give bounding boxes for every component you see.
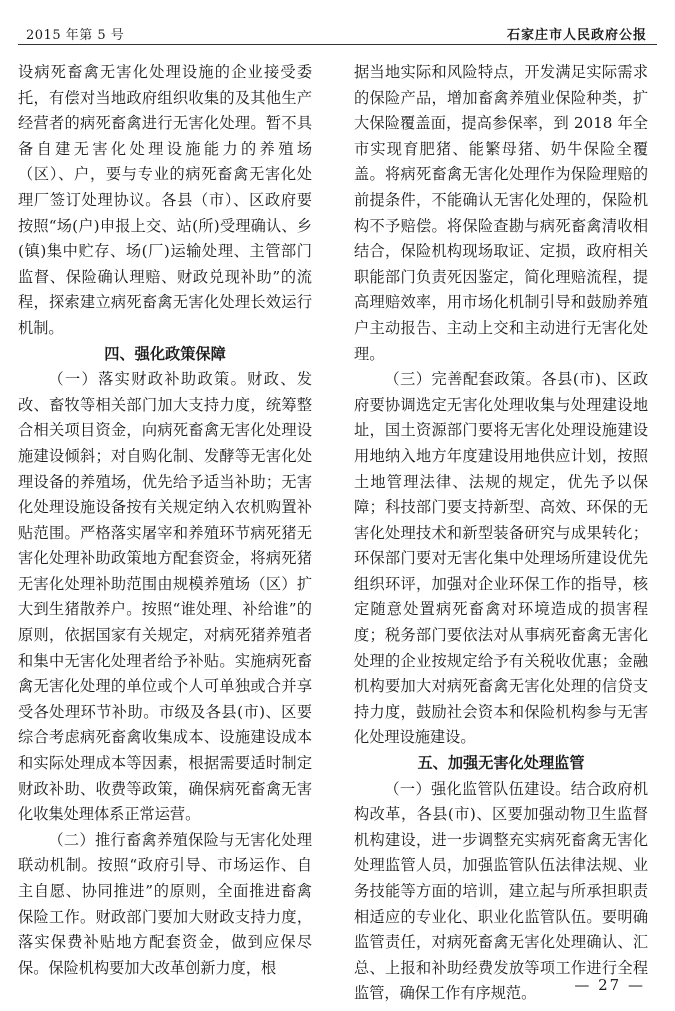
publication-title: 石家庄市人民政府公报 xyxy=(506,28,647,43)
subsection-title: （三）完善配套政策。 xyxy=(384,370,542,389)
paragraph-body: 财政、发改、畜牧等相关部门加大支持力度，统筹整合相关项目资金，向病死畜禽无害化处理设施建设倾斜；对自购化制、发酵等无害化处理设备的养殖场，优先给予适当补助；无害化处理设施设备按有关规定纳入农机购置补贴范围。严格落实屠宰和养殖环节病死猪无害化处理补助政策地方配套资金，将病死猪无害化处理补助范围由规模养殖场（区）扩大到生猪散养户。按照“谁处理、补给谁”的原则，依据国家有关规定，对病死猪养殖者和集中无害化处理者给予补贴。实施病死畜禽无害化处理的单位或个人可单独或合并享受各处理环节补助。市级及各县(市)、区要综合考虑病死畜禽收集成本、设施建设成本和实际处理成本等因素，根据需要适时制定财政补助、收费等政策，确保病死畜禽无害化收集处理体系正常运营。 xyxy=(18,370,313,824)
right-column xyxy=(354,60,648,1007)
section-heading: 四、强化政策保障 xyxy=(104,344,226,363)
paragraph-body: 结合政府机构改革，各县(市)、区要加强动物卫生监督机构建设，进一步调整充实病死畜禽无害化处理监管人员，加强监管队伍法律法规、业务技能等方面的培训，建立起与所承担职责相适应的专业化、职业化监管队伍。要明确监管责任，对病死畜禽无害化处理确认、汇总、上报和补助经费发放等项工作进行全程监管，确保工作有序规范。 xyxy=(354,779,649,1003)
paragraph xyxy=(354,777,648,1007)
section-heading: 五、加强无害化处理监管 xyxy=(417,754,585,773)
subsection-title: （一）强化监管队伍建设。 xyxy=(384,779,571,798)
page-number: — 27 — xyxy=(574,976,645,994)
paragraph: 设病死畜禽无害化处理设施的企业接受委托，有偿对当地政府组织收集的及其他生产经营者的病死畜禽进行无害化处理。暂不具备自建无害化处理设施能力的养殖场（区）、户，要与专业的病死畜禽无害化处理厂签订处理协议。各县（市）、区政府要按照“场(户)申报上交、站(所)受理确认、乡(镇)集中贮存、场(厂)运输处理、主管部门监督、保险确认理赔、财政兑现补助”的流程，探索建立病死畜禽无害化处理长效运行机制。 xyxy=(18,63,312,337)
subsection-title: （二）推行畜禽养殖保险与无害化处理联动机制。 xyxy=(18,830,312,875)
subsection-title: （一）落实财政补助政策。 xyxy=(48,370,248,389)
paragraph: 据当地实际和风险特点，开发满足实际需求的保险产品，增加畜禽养殖业保险种类，扩大保险覆盖面，提高参保率，到 2018 年全市实现育肥猪、能繁母猪、奶牛保险全覆盖。将病死畜禽无害化处理作为保险理赔的前提条件，不能确认无害化处理的，保险机构不予赔偿。将保险查勘与病死畜禽清收相结合，保险机构现场取证、定损，政府相关职能部门负责死因鉴定，简化理赔流程，提高理赔效率，用市场化机制引导和鼓励养殖户主动报告、主动上交和主动进行无害化处理。 xyxy=(354,63,648,363)
paragraph xyxy=(18,367,312,828)
paragraph-body: 各县(市)、区政府要协调选定无害化处理收集与处理建设地址，国土资源部门要将无害化处理设施建设用地纳入地方年度建设用地供应计划，按照土地管理法律、法规的规定，优先予以保障；科技部门要支持新型、高效、环保的无害化处理技术和新型装备研究与成果转化；环保部门要对无害化集中处理场所建设优先组织环评，加强对企业环保工作的指导，核定随意处置病死畜禽对环境造成的损害程度；税务部门要依法对从事病死畜禽无害化处理的企业按规定给予有关税收优惠；金融机构要加大对病死畜禽无害化处理的信贷支持力度，鼓励社会资本和保险机构参与无害化处理设施建设。 xyxy=(354,370,649,747)
page-header xyxy=(18,22,657,45)
issue-label: 2015 年第 5 号 xyxy=(26,28,125,43)
paragraph xyxy=(354,367,648,751)
left-column xyxy=(18,60,312,981)
paragraph-body: 按照“政府引导、市场运作、自主自愿、协同推进”的原则，全面推进畜禽保险工作。财政部门要加大财政支持力度，落实保费补贴地方配套资金，做到应保尽保。保险机构要加大改革创新力度，根 xyxy=(18,856,313,977)
paragraph xyxy=(18,828,312,982)
